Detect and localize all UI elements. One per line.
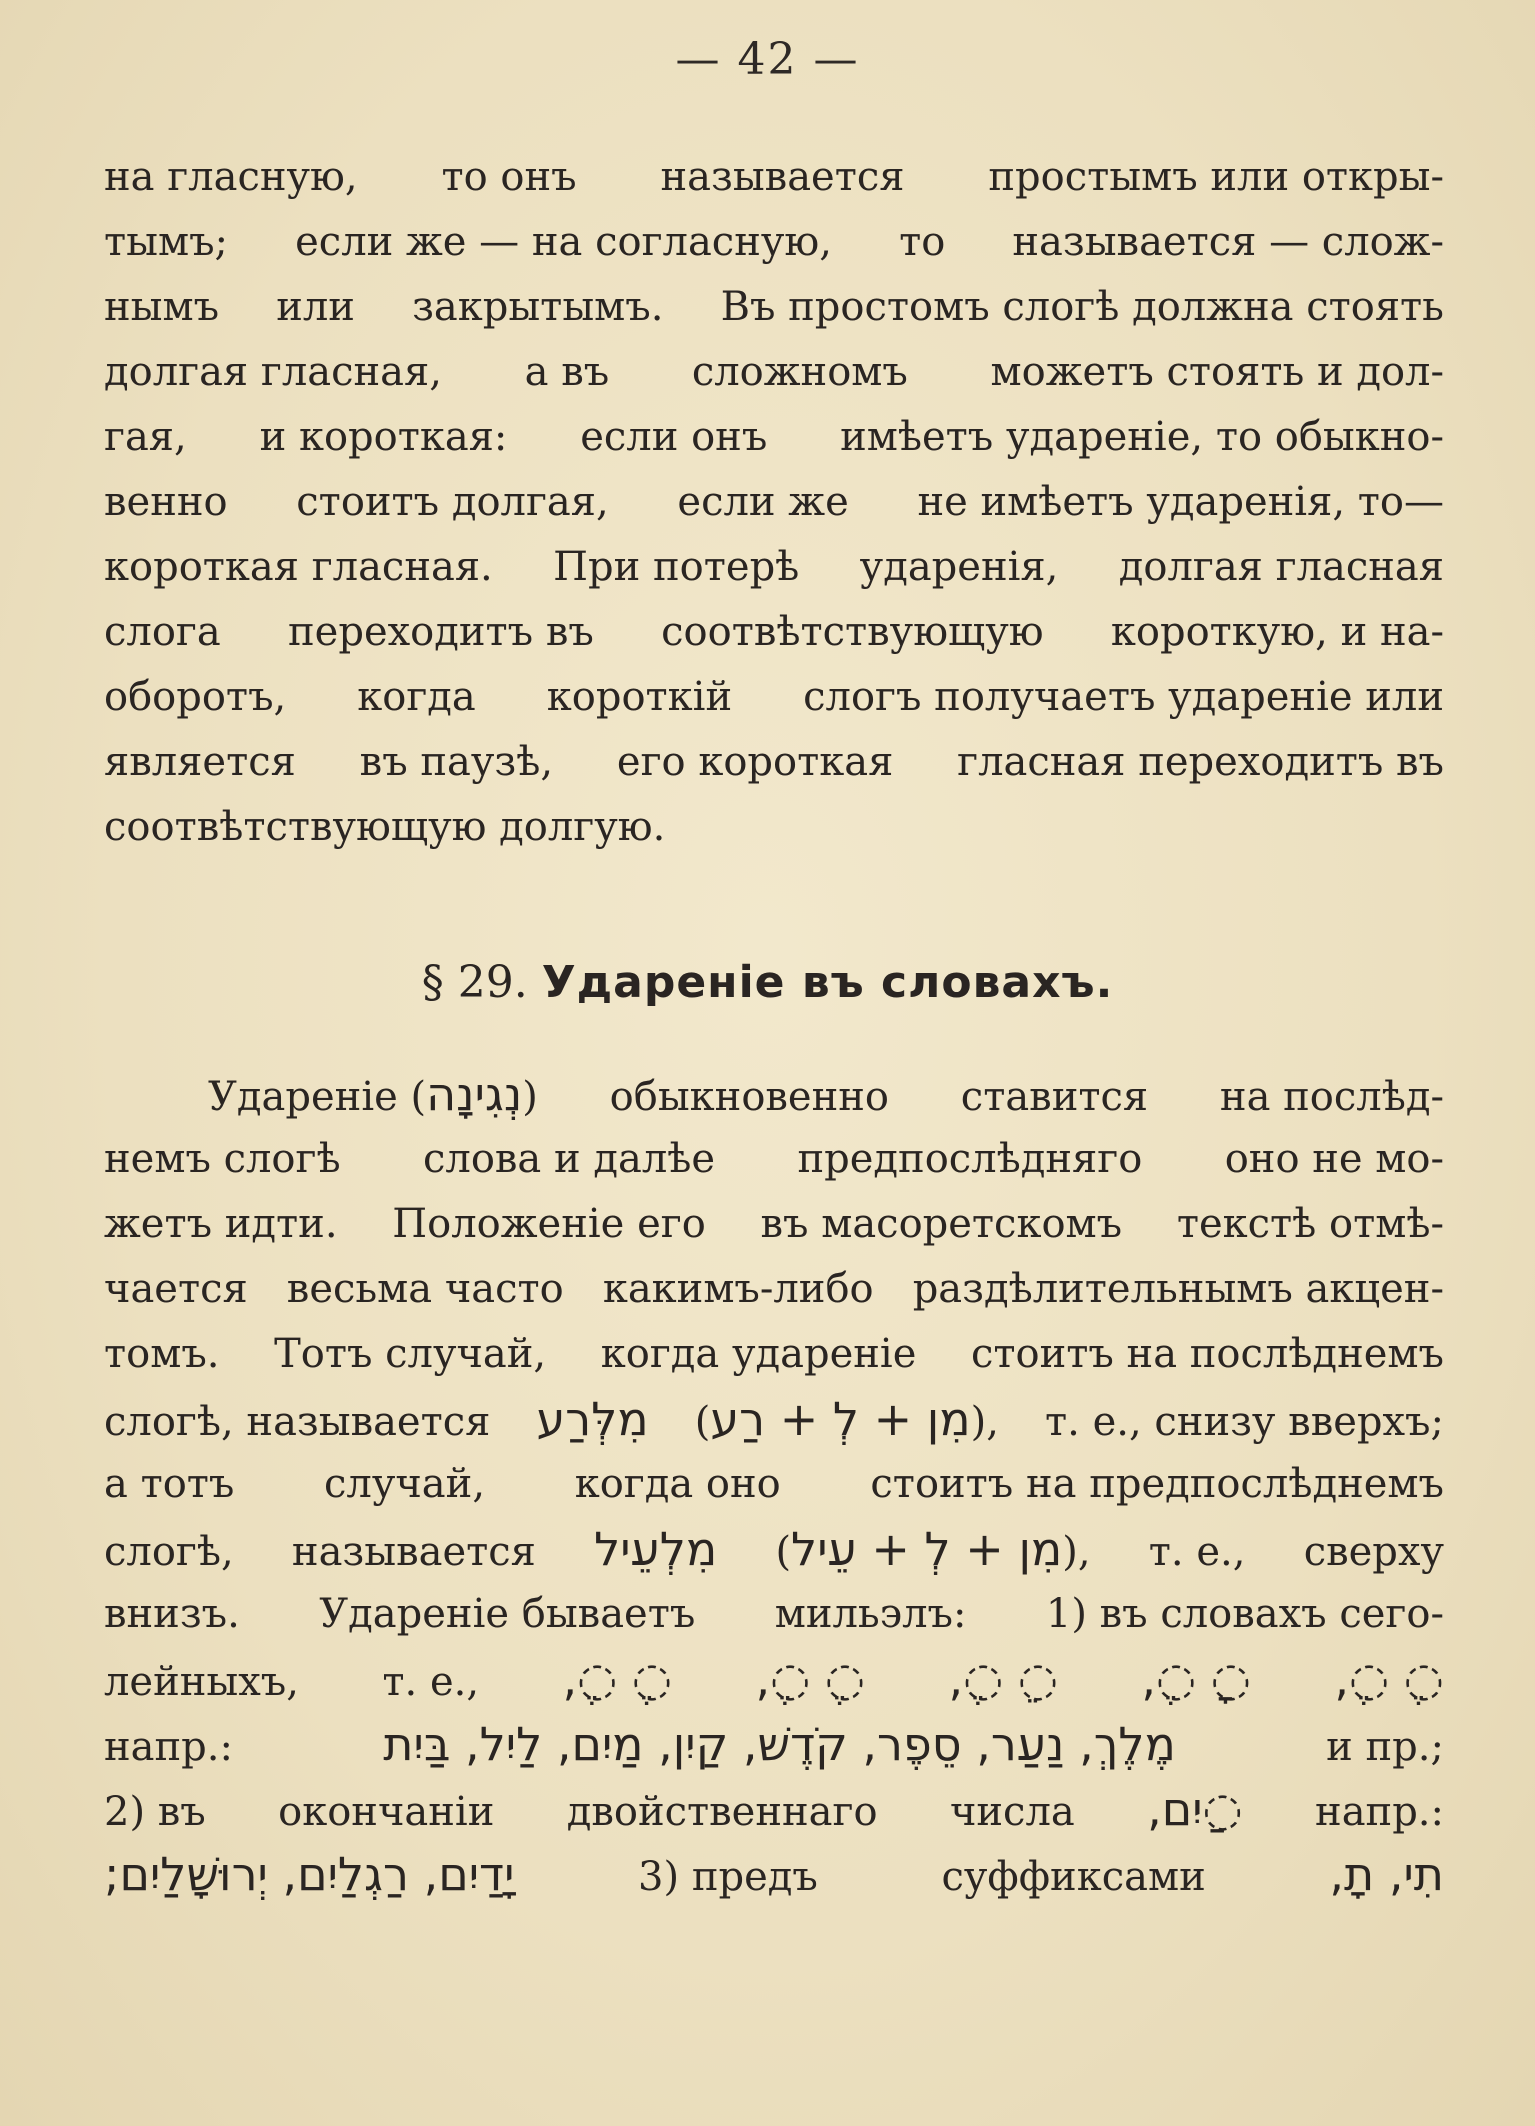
word: нымъ [104, 284, 220, 330]
word: его короткая [616, 739, 894, 785]
text-line [104, 730, 1444, 795]
word: слогъ получаетъ удареніе или [803, 674, 1444, 720]
word: стоитъ долгая, [296, 479, 609, 525]
word: 1) въ словахъ сего- [1045, 1591, 1444, 1637]
word: т. е., снизу вверхъ; [1045, 1399, 1444, 1445]
word: какимъ-либо [602, 1266, 874, 1312]
word: называется [291, 1529, 536, 1575]
text-line [104, 535, 1444, 600]
word: слова и далѣе [423, 1136, 716, 1182]
section-heading [0, 948, 1535, 1018]
text-line [104, 1777, 1444, 1842]
word: простымъ или откры- [988, 154, 1444, 200]
word: окончаніи [278, 1789, 495, 1835]
word: оно не мо- [1224, 1136, 1444, 1182]
text-line [104, 275, 1444, 340]
paragraph-continuation [104, 145, 1444, 860]
word: на гласную, [104, 154, 358, 200]
word: соотвѣтствующую долгую. [104, 804, 666, 850]
word: (מִן + לְ + רַע), [694, 1392, 999, 1446]
word: Въ простомъ слогѣ должна стоять [720, 284, 1444, 330]
word: сверху [1303, 1529, 1444, 1575]
word: а тотъ [104, 1461, 235, 1507]
text-line [104, 1842, 1444, 1907]
text-line [104, 1062, 1444, 1127]
hebrew-suffixes: תִי, תָ, [1329, 1847, 1444, 1901]
word: короткій [546, 674, 733, 720]
word: внизъ. [104, 1591, 240, 1637]
word: въ масоретскомъ [760, 1201, 1123, 1247]
word: стоитъ на предпослѣднемъ [870, 1461, 1444, 1507]
text-line [104, 210, 1444, 275]
word: гая, [104, 414, 187, 460]
word: т. е., [382, 1659, 480, 1705]
hebrew-examples: יָדַיִם, רַגְלַיִם, יְרוּשָׁלַיִם; [104, 1847, 515, 1901]
word: слога [104, 609, 221, 655]
word: если онъ [580, 414, 768, 460]
page-number: — 42 — [675, 34, 860, 85]
hebrew-examples: מֶלֶךְ, נַעַר, סֵפֶר, קֹדֶשׁ, קַיִן, מַיִם, לַיִל, בַּיִת [383, 1717, 1176, 1771]
text-line [104, 1517, 1444, 1582]
word: долгая гласная [1118, 544, 1444, 590]
hebrew-word: נְגִינָה [426, 1067, 523, 1121]
text-line [104, 405, 1444, 470]
word: Положеніе его [392, 1201, 706, 1247]
word: мильэлъ: [774, 1591, 967, 1637]
word: называется — слож- [1012, 219, 1444, 265]
word: когда оно [574, 1461, 781, 1507]
word: имѣетъ удареніе, то обыкно- [840, 414, 1444, 460]
word: и пр.; [1326, 1724, 1444, 1770]
vowel-pattern: ◌ֶ ◌ֶ, [562, 1652, 673, 1706]
word: двойственнаго [566, 1789, 878, 1835]
word: слогѣ, называется [104, 1399, 491, 1445]
vowel-pattern: ◌ֶ ◌ֶ, [755, 1652, 866, 1706]
word: чается [104, 1266, 248, 1312]
word: ударенія, [859, 544, 1059, 590]
text-line [104, 340, 1444, 405]
text-line [104, 1192, 1444, 1257]
word: напр.: [104, 1724, 233, 1770]
word: текстѣ отмѣ- [1176, 1201, 1444, 1247]
word: а въ [524, 349, 610, 395]
text-line [104, 1387, 1444, 1452]
word: можетъ стоять и дол- [990, 349, 1444, 395]
word: томъ. [104, 1331, 220, 1377]
text-line [104, 1582, 1444, 1647]
word: то онъ [441, 154, 577, 200]
word: сложномъ [691, 349, 908, 395]
word: оборотъ, [104, 674, 287, 720]
hebrew-word: מִלְעֵיל [594, 1522, 718, 1576]
word: является [104, 739, 296, 785]
hebrew-suffix: ◌ַיִם, [1147, 1782, 1243, 1836]
vowel-pattern: ◌ֵ ◌ֶ, [948, 1652, 1058, 1706]
word: то [899, 219, 946, 265]
text-line [104, 470, 1444, 535]
text-line [104, 1647, 1444, 1712]
word: ставится [960, 1074, 1149, 1120]
word: случай, [324, 1461, 486, 1507]
word: 2) въ [104, 1789, 206, 1835]
word: жетъ идти. [104, 1201, 338, 1247]
word: на послѣд- [1219, 1074, 1444, 1120]
word: 3) предъ [638, 1854, 818, 1900]
word: Удареніе (נְגִינָה) [208, 1067, 538, 1121]
vowel-pattern: ◌ָ ◌ֶ, [1141, 1652, 1251, 1706]
word: или [276, 284, 355, 330]
word: когда [357, 674, 476, 720]
word: называется [660, 154, 905, 200]
text-line [104, 1127, 1444, 1192]
word: если же [677, 479, 849, 525]
word: напр.: [1315, 1789, 1444, 1835]
word: весьма часто [286, 1266, 564, 1312]
text-line [104, 1322, 1444, 1387]
text-line [104, 145, 1444, 210]
word: т. е., [1148, 1529, 1246, 1575]
word: если же — на согласную, [295, 219, 832, 265]
word: въ паузѣ, [359, 739, 554, 785]
word: тымъ; [104, 219, 229, 265]
text-line [104, 795, 1444, 860]
word: и короткая: [259, 414, 508, 460]
word: слогѣ, [104, 1529, 234, 1575]
word: гласная переходитъ въ [957, 739, 1444, 785]
text-line [104, 600, 1444, 665]
text-line [104, 665, 1444, 730]
word: закрытымъ. [412, 284, 664, 330]
word: Тотъ случай, [274, 1331, 547, 1377]
word: соотвѣтствующую [661, 609, 1044, 655]
word: обыкновенно [609, 1074, 889, 1120]
word: короткую, и на- [1110, 609, 1444, 655]
section-title: Удареніе въ словахъ. [541, 957, 1114, 1008]
word: короткая гласная. [104, 544, 493, 590]
word: переходитъ въ [288, 609, 594, 655]
word: раздѣлительнымъ акцен- [912, 1266, 1444, 1312]
word: (מִן + לְ + עֵיל), [775, 1522, 1091, 1576]
text-line [104, 1257, 1444, 1322]
text-line [104, 1712, 1444, 1777]
text-line [104, 1452, 1444, 1517]
word: немъ слогѣ [104, 1136, 341, 1182]
word: Удареніе бываетъ [319, 1591, 696, 1637]
word: долгая гласная, [104, 349, 442, 395]
word: когда удареніе [600, 1331, 917, 1377]
section-number: § 29. [421, 957, 528, 1008]
word: предпослѣдняго [797, 1136, 1143, 1182]
word: стоитъ на послѣднемъ [970, 1331, 1444, 1377]
paragraph-stress [104, 1062, 1444, 1907]
word: При потерѣ [553, 544, 800, 590]
word: венно [104, 479, 228, 525]
vowel-pattern: ◌ֶ ◌ֶ, [1334, 1652, 1444, 1706]
word: лейныхъ, [104, 1659, 299, 1705]
word: числа [949, 1789, 1075, 1835]
hebrew-word: מִלְּרַע [536, 1392, 649, 1446]
word: не имѣетъ ударенія, то— [917, 479, 1444, 525]
word: суффиксами [941, 1854, 1206, 1900]
